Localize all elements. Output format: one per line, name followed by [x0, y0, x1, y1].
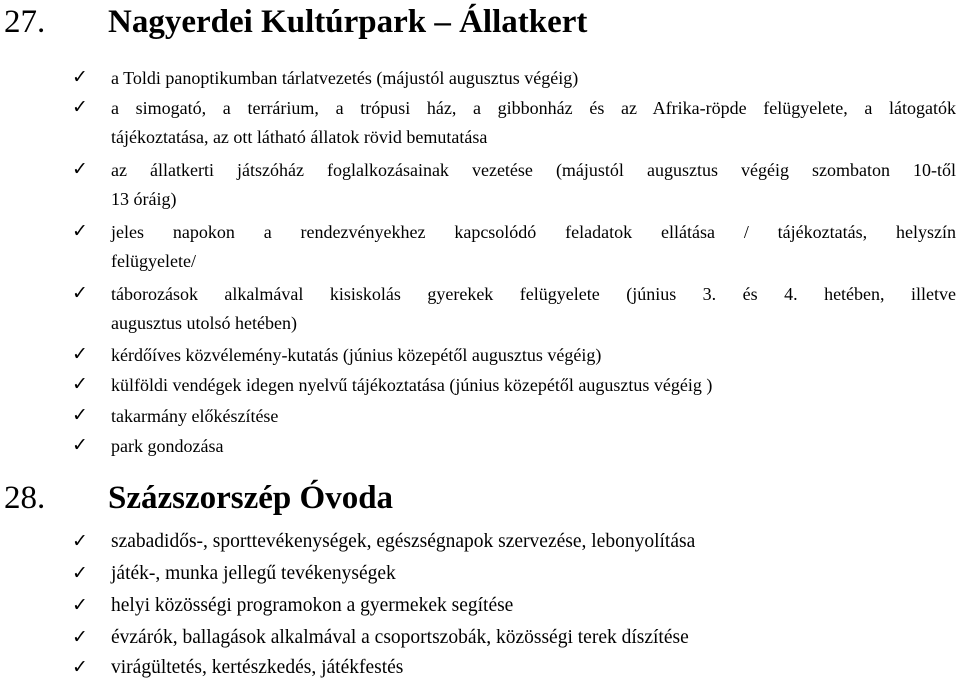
checkmark-icon: ✓	[72, 343, 88, 365]
item-text-line: táborozások alkalmával kisiskolás gyerekek felügyelete (június 3. és 4. hetében, illetve	[111, 284, 956, 304]
item-text-line: szabadidős-, sporttevékenységek, egészségnapok szervezése, lebonyolítása	[111, 531, 696, 552]
checkmark-icon: ✓	[72, 594, 88, 616]
checkmark-icon: ✓	[72, 404, 88, 426]
item-text-line: park gondozása	[111, 436, 224, 456]
checkmark-icon: ✓	[72, 373, 88, 395]
item-text-line: a simogató, a terrárium, a trópusi ház, a gibbonház és az Afrika-röpde felügyelete, a látogatók	[111, 98, 956, 118]
checkmark-icon: ✓	[72, 626, 88, 648]
checkmark-icon: ✓	[72, 158, 88, 180]
checkmark-icon: ✓	[72, 434, 88, 456]
checkmark-icon: ✓	[72, 96, 88, 118]
section-28-number: 28.	[4, 480, 46, 516]
section-28-title: Százszorszép Óvoda	[108, 480, 394, 516]
item-text-line: virágültetés, kertészkedés, játékfestés	[111, 657, 404, 678]
checkmark-icon: ✓	[72, 220, 88, 242]
item-text-line: helyi közösségi programokon a gyermekek segítése	[111, 595, 514, 616]
section-27-title: Nagyerdei Kultúrpark – Állatkert	[108, 4, 588, 40]
item-text-line: jeles napokon a rendezvényekhez kapcsolódó feladatok ellátása / tájékoztatás, helyszín	[111, 222, 956, 242]
checkmark-icon: ✓	[72, 66, 88, 88]
section-27-heading	[4, 2, 587, 42]
item-text-line: az állatkerti játszóház foglalkozásainak vezetése (májustól augusztus végéig szombaton 10-től	[111, 160, 956, 180]
item-text-line: a Toldi panoptikumban tárlatvezetés (májustól augusztus végéig)	[111, 68, 579, 88]
item-text-line: külföldi vendégek idegen nyelvű tájékoztatása (június közepétől augusztus végéig )	[111, 375, 713, 395]
item-text-line: felügyelete/	[111, 251, 196, 271]
item-text-line: kérdőíves közvélemény-kutatás (június közepétől augusztus végéig)	[111, 345, 602, 365]
checkmark-icon: ✓	[72, 530, 88, 552]
section-28-heading	[4, 478, 393, 518]
section-27-number: 27.	[4, 4, 46, 40]
item-text-line: 13 óráig)	[111, 189, 177, 209]
checkmark-icon: ✓	[72, 282, 88, 304]
item-text-line: takarmány előkészítése	[111, 406, 279, 426]
item-text-line: augusztus utolsó hetében)	[111, 313, 297, 333]
checkmark-icon: ✓	[72, 562, 88, 584]
checkmark-icon: ✓	[72, 656, 88, 678]
item-text-line: tájékoztatása, az ott látható állatok rövid bemutatása	[111, 127, 488, 147]
item-text-line: játék-, munka jellegű tevékenységek	[111, 563, 396, 584]
item-text-line: évzárók, ballagások alkalmával a csoportszobák, közösségi terek díszítése	[111, 627, 689, 648]
